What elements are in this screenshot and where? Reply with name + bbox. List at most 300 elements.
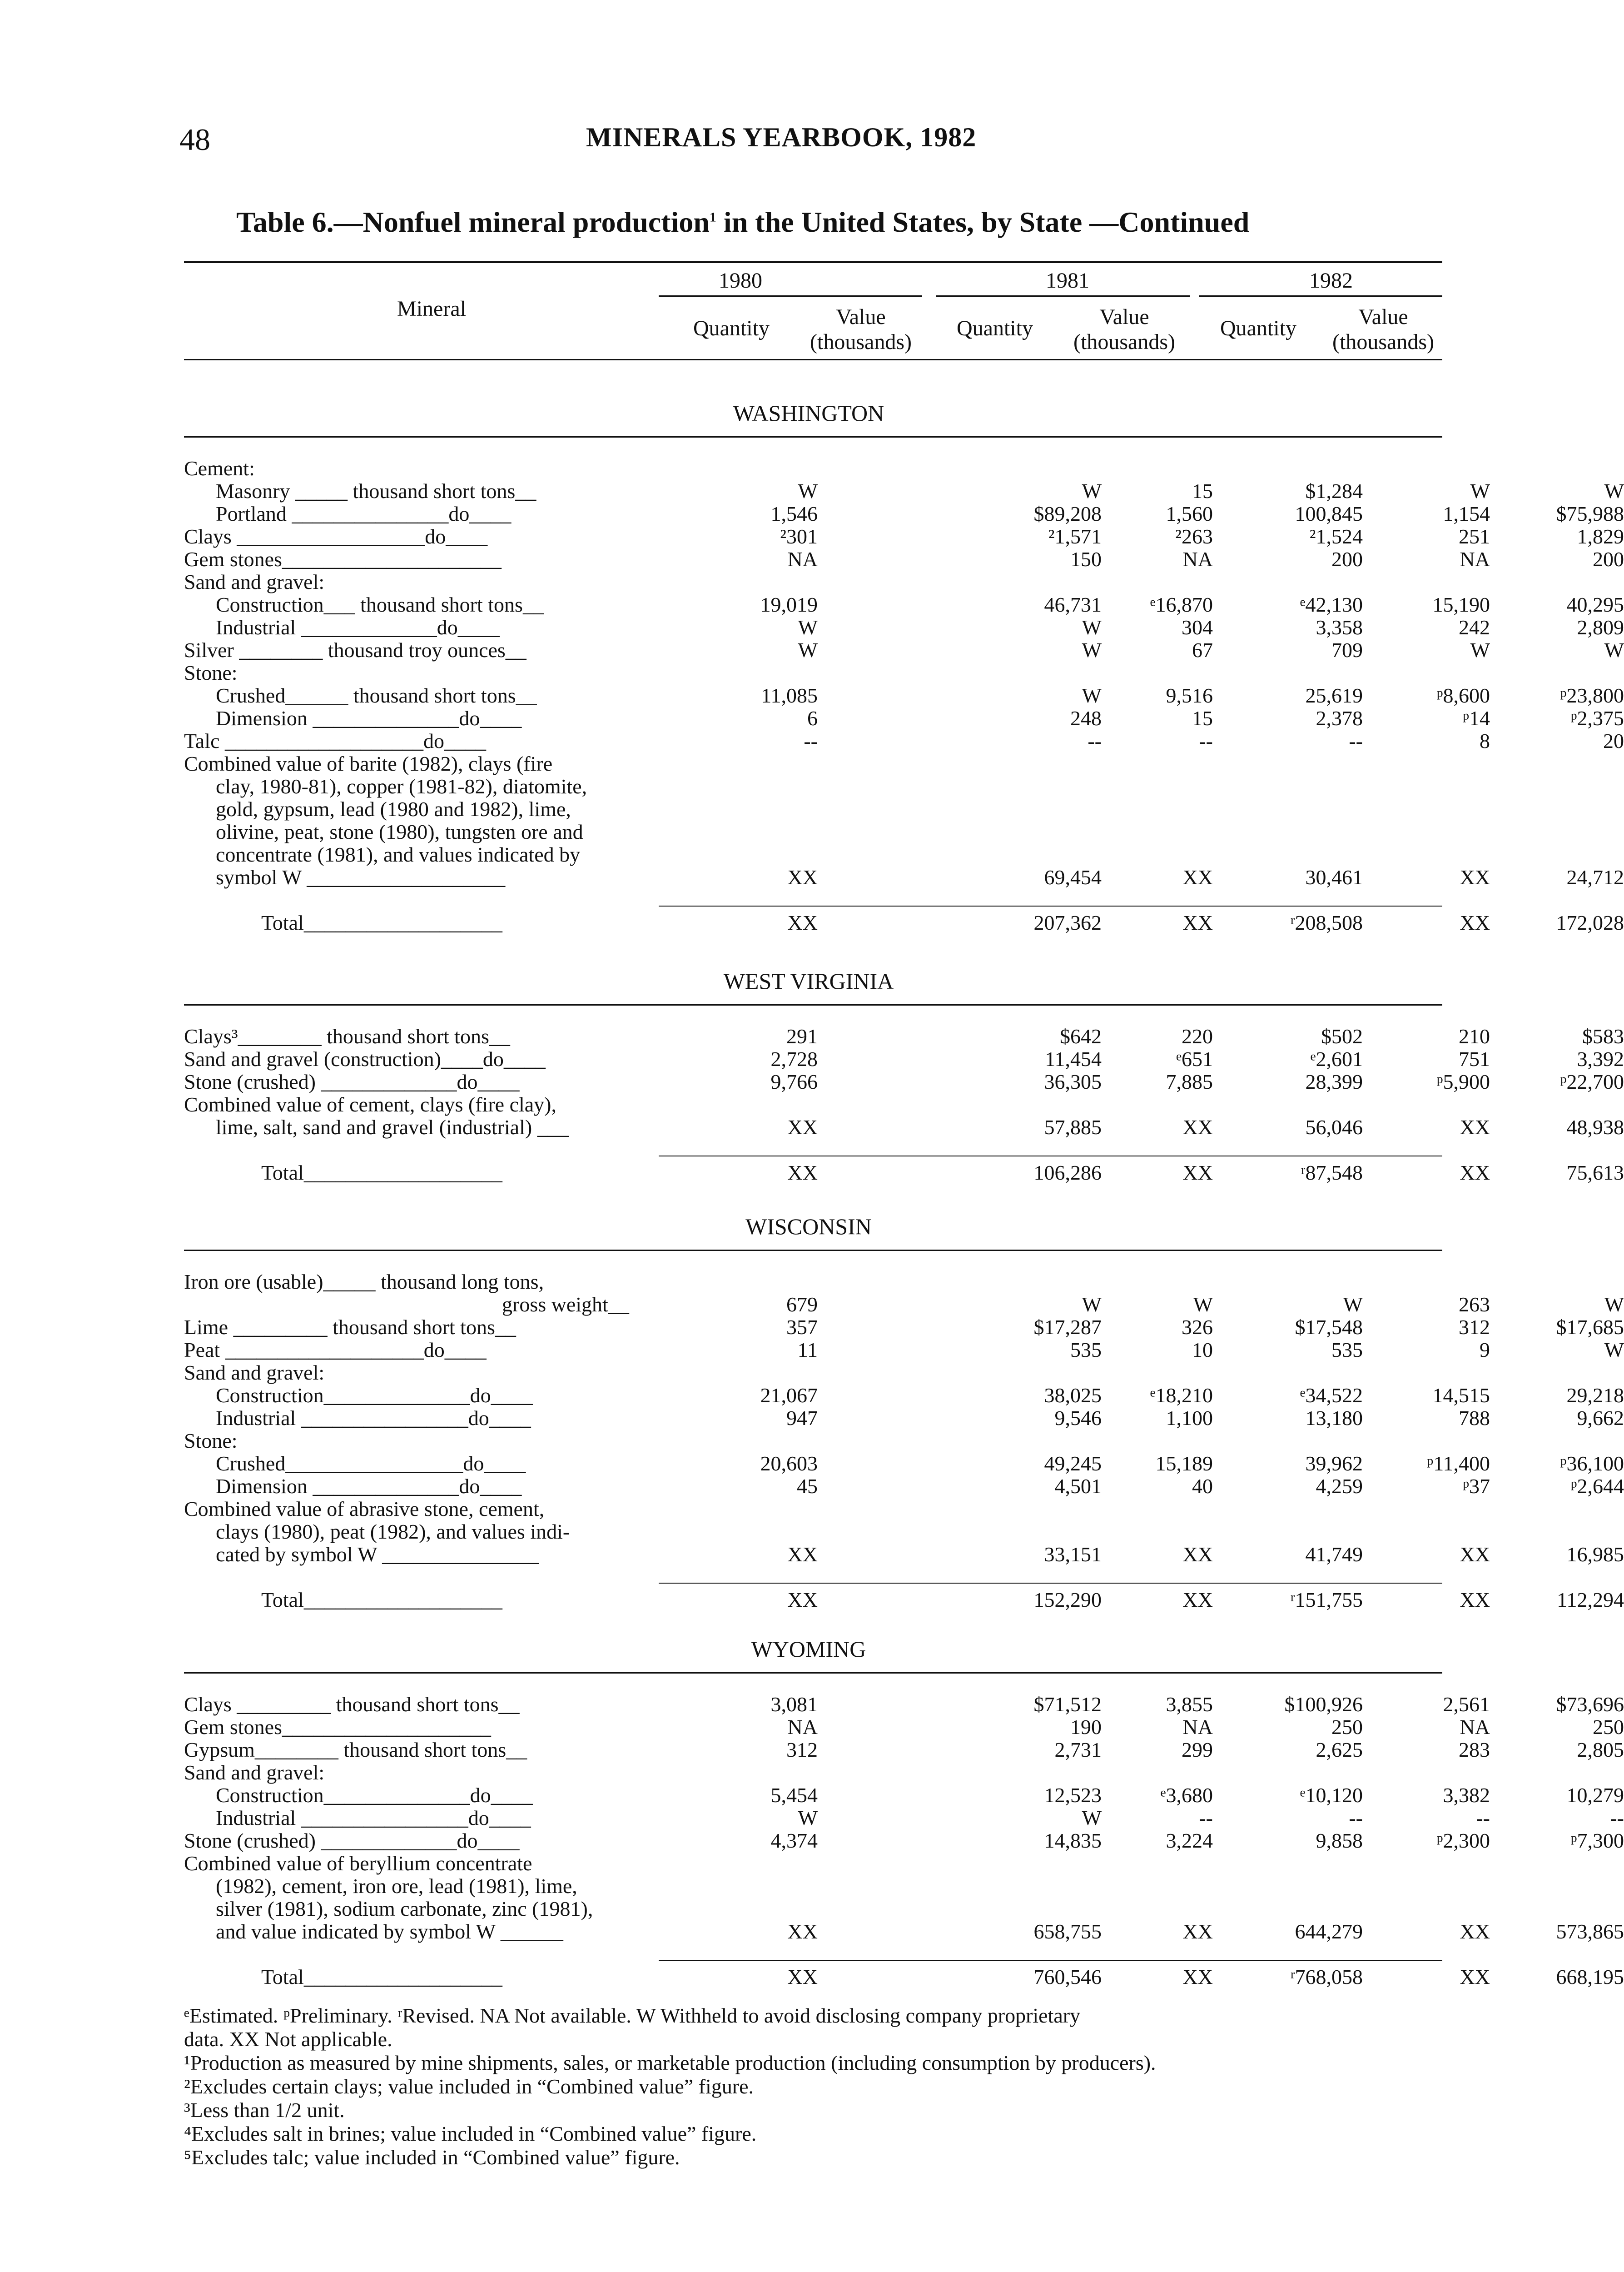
year-header-1980: 1980 — [719, 269, 762, 293]
row-label: Sand and gravel: — [184, 570, 325, 593]
row-label: concentrate (1981), and values indicated by — [216, 843, 581, 866]
row-label: Construction___ thousand short tons__ — [216, 593, 544, 616]
cell-quantity: ᵖ8,600 — [1436, 684, 1490, 707]
cell-quantity: 251 — [1459, 525, 1490, 548]
row-label: Industrial ________________do____ — [216, 1406, 531, 1430]
cell-quantity: 312 — [786, 1738, 818, 1761]
row-label: Sand and gravel (construction)____do____ — [184, 1047, 546, 1071]
cell-value: 644,279 — [1295, 1920, 1363, 1943]
cell-value: 14,835 — [1044, 1829, 1102, 1852]
cell-value: 172,028 — [1556, 911, 1624, 934]
year-rule-1980 — [659, 295, 922, 297]
cell-value: 39,962 — [1305, 1452, 1363, 1475]
cell-quantity: NA — [1182, 1715, 1213, 1739]
cell-quantity: 9,516 — [1166, 684, 1213, 707]
state-heading-rule — [184, 1250, 1442, 1251]
table-row — [184, 1093, 1442, 1116]
table-row — [184, 1475, 1624, 1498]
cell-value: W — [1604, 1338, 1624, 1361]
footnote-line: ᵉEstimated. ᵖPreliminary. ʳRevised. NA Not available. W Withheld to avoid disclosing company proprietary — [184, 2004, 1081, 2027]
cell-value: 658,755 — [1033, 1920, 1102, 1943]
table-row — [184, 548, 1624, 571]
table-row — [184, 1429, 1442, 1453]
row-label: Talc ___________________do____ — [184, 729, 487, 752]
cell-quantity: XX — [1182, 911, 1213, 934]
table-row — [184, 1497, 1442, 1521]
table-row — [184, 1874, 1442, 1898]
cell-quantity: 5,454 — [770, 1784, 818, 1807]
cell-value: 200 — [1593, 548, 1624, 571]
cell-value: 190 — [1070, 1715, 1102, 1739]
row-label: Total___________________ — [261, 1965, 502, 1988]
cell-quantity: XX — [1182, 1920, 1213, 1943]
cell-value: 4,501 — [1054, 1475, 1102, 1498]
cell-value: 9,662 — [1577, 1406, 1624, 1430]
cell-value: ʳ87,548 — [1301, 1161, 1363, 1184]
row-label: Total___________________ — [261, 1588, 502, 1611]
table-row — [184, 1116, 1624, 1139]
cell-quantity: 326 — [1182, 1315, 1213, 1339]
cell-quantity: W — [798, 616, 818, 639]
cell-quantity: 312 — [1459, 1315, 1490, 1339]
cell-quantity: 4,374 — [770, 1829, 818, 1852]
table-row — [184, 1406, 1624, 1430]
cell-value: $17,685 — [1556, 1315, 1624, 1339]
column-header-quantity-1980: Quantity — [693, 316, 770, 340]
table-row — [184, 775, 1442, 798]
table-row — [184, 1047, 1624, 1071]
value-label: Value — [1358, 305, 1408, 329]
column-header-quantity-1982: Quantity — [1220, 316, 1296, 340]
table-row — [184, 729, 1624, 753]
row-label: Portland _______________do____ — [216, 502, 512, 525]
cell-quantity: 11,085 — [761, 684, 818, 707]
cell-value: 152,290 — [1033, 1588, 1102, 1611]
table-row — [184, 1920, 1624, 1943]
cell-quantity: 7,885 — [1166, 1070, 1213, 1093]
cell-quantity: 8 — [1480, 729, 1490, 752]
row-label: Lime _________ thousand short tons__ — [184, 1315, 516, 1339]
row-label: Cement: — [184, 457, 255, 480]
header-bottom-rule — [184, 359, 1442, 360]
year-rule-1982 — [1199, 295, 1442, 297]
value-units-label: (thousands) — [1073, 330, 1175, 354]
table-row — [184, 1270, 1442, 1294]
cell-value: ᵉ34,522 — [1300, 1384, 1363, 1407]
cell-quantity: XX — [1460, 1543, 1490, 1566]
total-row — [184, 1161, 1624, 1185]
cell-value: 2,731 — [1054, 1738, 1102, 1761]
table-row — [184, 1806, 1624, 1830]
table-row — [184, 1361, 1442, 1385]
cell-quantity: 20,603 — [760, 1452, 818, 1475]
table-row — [184, 1784, 1624, 1807]
cell-quantity: XX — [1460, 1116, 1490, 1139]
cell-value: 250 — [1331, 1715, 1363, 1739]
row-label: Combined value of abrasive stone, cement, — [184, 1497, 545, 1520]
cell-value: 12,523 — [1044, 1784, 1102, 1807]
value-units-label: (thousands) — [1332, 330, 1434, 354]
cell-quantity: NA — [787, 1715, 818, 1739]
table-row — [184, 843, 1442, 867]
table-top-rule — [184, 261, 1442, 263]
running-head: MINERALS YEARBOOK, 1982 — [586, 122, 977, 152]
table-row — [184, 525, 1624, 548]
row-label: Sand and gravel: — [184, 1361, 325, 1384]
cell-value: ᵖ36,100 — [1560, 1452, 1624, 1475]
cell-value: 10,279 — [1566, 1784, 1624, 1807]
cell-value: 535 — [1070, 1338, 1102, 1361]
cell-value: 9,546 — [1054, 1406, 1102, 1430]
cell-value: 48,938 — [1566, 1116, 1624, 1139]
cell-quantity: 9 — [1480, 1338, 1490, 1361]
table-row — [184, 1761, 1442, 1784]
cell-quantity: 3,081 — [770, 1693, 818, 1716]
cell-value: W — [1082, 684, 1102, 707]
table-row — [184, 1338, 1624, 1362]
cell-quantity: 15,189 — [1155, 1452, 1213, 1475]
row-label: gross weight__ — [502, 1293, 629, 1316]
cell-quantity: XX — [1460, 1920, 1490, 1943]
cell-quantity: 11 — [797, 1338, 818, 1361]
cell-quantity: ᵖ14 — [1462, 707, 1490, 730]
cell-quantity: 6 — [807, 707, 818, 730]
cell-value: W — [1082, 1293, 1102, 1316]
table-title-main: Table 6.—Nonfuel mineral production — [236, 206, 710, 238]
cell-value: 3,392 — [1577, 1047, 1624, 1071]
cell-quantity: XX — [1460, 911, 1490, 934]
footnote-line: data. XX Not applicable. — [184, 2028, 392, 2051]
row-label: and value indicated by symbol W ______ — [216, 1920, 563, 1943]
cell-quantity: XX — [787, 1543, 818, 1566]
cell-quantity: ᵉ16,870 — [1150, 593, 1213, 616]
cell-value: ᵖ22,700 — [1560, 1070, 1624, 1093]
cell-quantity: 9,766 — [770, 1070, 818, 1093]
state-heading-rule — [184, 1004, 1442, 1006]
row-label: Construction______________do____ — [216, 1784, 533, 1807]
cell-value: 2,805 — [1577, 1738, 1624, 1761]
cell-quantity: NA — [787, 548, 818, 571]
cell-quantity: W — [798, 1806, 818, 1829]
cell-quantity: NA — [1460, 548, 1490, 571]
cell-quantity: NA — [1182, 548, 1213, 571]
state-heading-wisconsin: WISCONSIN — [745, 1214, 872, 1239]
cell-value: 248 — [1070, 707, 1102, 730]
cell-value: 9,858 — [1316, 1829, 1363, 1852]
cell-quantity: 3,855 — [1166, 1693, 1213, 1716]
table-row — [184, 1897, 1442, 1921]
table-row — [184, 1852, 1442, 1875]
column-header-value-1980 — [800, 304, 922, 354]
state-heading-rule — [184, 1672, 1442, 1674]
cell-quantity: 283 — [1459, 1738, 1490, 1761]
table-row — [184, 684, 1624, 708]
cell-value: ᵉ2,601 — [1310, 1047, 1363, 1071]
cell-value: 16,985 — [1566, 1543, 1624, 1566]
row-label: clay, 1980-81), copper (1981-82), diatomite, — [216, 775, 587, 798]
cell-value: 33,151 — [1044, 1543, 1102, 1566]
cell-quantity: XX — [787, 911, 818, 934]
column-header-mineral: Mineral — [397, 297, 466, 321]
state-heading-west-virginia: WEST VIRGINIA — [723, 968, 894, 994]
table-row — [184, 1070, 1624, 1094]
cell-value: $73,696 — [1556, 1693, 1624, 1716]
total-rule — [659, 1960, 1442, 1961]
cell-quantity: W — [1193, 1293, 1213, 1316]
cell-value: 100,845 — [1295, 502, 1363, 525]
cell-quantity: 1,546 — [770, 502, 818, 525]
cell-value: $17,287 — [1033, 1315, 1102, 1339]
cell-value: $642 — [1060, 1025, 1102, 1048]
cell-value: 150 — [1070, 548, 1102, 571]
row-label: silver (1981), sodium carbonate, zinc (1981), — [216, 1897, 593, 1920]
cell-value: $1,284 — [1305, 479, 1363, 503]
cell-value: ʳ768,058 — [1290, 1965, 1363, 1988]
cell-value: W — [1604, 479, 1624, 503]
cell-quantity: 3,382 — [1443, 1784, 1490, 1807]
cell-value: 25,619 — [1305, 684, 1363, 707]
table-row — [184, 820, 1442, 844]
cell-quantity: -- — [1476, 1806, 1490, 1829]
cell-quantity: XX — [1460, 1161, 1490, 1184]
cell-value: -- — [1349, 729, 1363, 752]
column-header-quantity-1981: Quantity — [957, 316, 1033, 340]
cell-value: 56,046 — [1305, 1116, 1363, 1139]
row-label: Masonry _____ thousand short tons__ — [216, 479, 536, 503]
cell-value: 573,865 — [1556, 1920, 1624, 1943]
table-row — [184, 638, 1624, 662]
row-label: gold, gypsum, lead (1980 and 1982), lime, — [216, 797, 571, 821]
cell-quantity: 15 — [1192, 707, 1213, 730]
cell-value: 75,613 — [1566, 1161, 1624, 1184]
cell-value: 250 — [1593, 1715, 1624, 1739]
row-label: Gem stones____________________ — [184, 1715, 491, 1739]
footnote-line: ⁵Excludes talc; value included in “Combined value” figure. — [184, 2146, 680, 2169]
table-row — [184, 661, 1442, 685]
row-label: Total___________________ — [261, 911, 502, 934]
cell-quantity: 19,019 — [760, 593, 818, 616]
row-label: Silver ________ thousand troy ounces__ — [184, 638, 526, 662]
cell-value: $89,208 — [1033, 502, 1102, 525]
cell-quantity: ²301 — [780, 525, 818, 548]
cell-value: 760,546 — [1033, 1965, 1102, 1988]
table-row — [184, 1315, 1624, 1339]
cell-quantity: -- — [804, 729, 818, 752]
cell-value: 106,286 — [1033, 1161, 1102, 1184]
table-row — [184, 797, 1442, 821]
cell-quantity: 299 — [1182, 1738, 1213, 1761]
footnote-line: ³Less than 1/2 unit. — [184, 2098, 345, 2122]
cell-quantity: W — [798, 638, 818, 662]
table-row — [184, 866, 1624, 889]
table-row — [184, 457, 1442, 480]
cell-quantity: 1,100 — [1166, 1406, 1213, 1430]
cell-value: ᵖ23,800 — [1560, 684, 1624, 707]
cell-value: 3,358 — [1316, 616, 1363, 639]
cell-value: 4,259 — [1316, 1475, 1363, 1498]
cell-value: ᵉ10,120 — [1300, 1784, 1363, 1807]
cell-value: ᵖ2,375 — [1570, 707, 1624, 730]
cell-value: 2,625 — [1316, 1738, 1363, 1761]
cell-value: 38,025 — [1044, 1384, 1102, 1407]
cell-value: $502 — [1321, 1025, 1363, 1048]
cell-quantity: 220 — [1182, 1025, 1213, 1048]
state-heading-wyoming: WYOMING — [751, 1636, 866, 1662]
cell-quantity: XX — [1460, 866, 1490, 889]
table-row — [184, 1025, 1624, 1048]
total-rule — [659, 906, 1442, 907]
cell-quantity: 14,515 — [1432, 1384, 1490, 1407]
row-label: Dimension ______________do____ — [216, 1475, 522, 1498]
cell-value: 20 — [1603, 729, 1624, 752]
cell-value: 40,295 — [1566, 593, 1624, 616]
row-label: Crushed______ thousand short tons__ — [216, 684, 537, 707]
cell-quantity: 15 — [1192, 479, 1213, 503]
table-title-rest: in the United States, by State —Continued — [716, 206, 1250, 238]
row-label: Peat ___________________do____ — [184, 1338, 487, 1361]
cell-quantity: XX — [1460, 1965, 1490, 1988]
cell-quantity: XX — [1182, 866, 1213, 889]
cell-quantity: 263 — [1459, 1293, 1490, 1316]
table-row — [184, 1293, 1624, 1316]
cell-value: ᵖ2,644 — [1570, 1475, 1624, 1498]
cell-quantity: XX — [787, 866, 818, 889]
cell-value: 41,749 — [1305, 1543, 1363, 1566]
row-label: (1982), cement, iron ore, lead (1981), lime, — [216, 1874, 577, 1898]
cell-value: $71,512 — [1033, 1693, 1102, 1716]
row-label: Total___________________ — [261, 1161, 502, 1184]
table-row — [184, 707, 1624, 730]
cell-value: ᵖ7,300 — [1570, 1829, 1624, 1852]
cell-quantity: 40 — [1192, 1475, 1213, 1498]
total-row — [184, 911, 1624, 935]
cell-value: ²1,571 — [1048, 525, 1102, 548]
cell-value: -- — [1349, 1806, 1363, 1829]
row-label: Clays _________ thousand short tons__ — [184, 1693, 520, 1716]
table-row — [184, 1543, 1624, 1566]
row-label: Iron ore (usable)_____ thousand long tons, — [184, 1270, 544, 1293]
cell-value: 709 — [1331, 638, 1363, 662]
cell-quantity: 1,154 — [1443, 502, 1490, 525]
page-number: 48 — [179, 122, 210, 157]
cell-value: 30,461 — [1305, 866, 1363, 889]
cell-value: $583 — [1582, 1025, 1624, 1048]
cell-quantity: 15,190 — [1432, 593, 1490, 616]
cell-quantity: ᵖ11,400 — [1426, 1452, 1490, 1475]
cell-quantity: -- — [1199, 729, 1213, 752]
cell-value: 13,180 — [1305, 1406, 1363, 1430]
cell-quantity: 242 — [1459, 616, 1490, 639]
value-label: Value — [1099, 305, 1149, 329]
cell-value: W — [1082, 1806, 1102, 1829]
row-label: Industrial ________________do____ — [216, 1806, 531, 1829]
table-row — [184, 1384, 1624, 1407]
cell-value: 2,809 — [1577, 616, 1624, 639]
row-label: Stone: — [184, 661, 238, 684]
row-label: Clays __________________do____ — [184, 525, 488, 548]
cell-quantity: ᵖ2,300 — [1436, 1829, 1490, 1852]
state-heading-washington: WASHINGTON — [733, 400, 884, 426]
cell-quantity: W — [1470, 638, 1490, 662]
cell-quantity: 21,067 — [760, 1384, 818, 1407]
table-row — [184, 593, 1624, 617]
row-label: olivine, peat, stone (1980), tungsten ore and — [216, 820, 583, 843]
row-label: clays (1980), peat (1982), and values indi- — [216, 1520, 570, 1543]
cell-quantity: 679 — [786, 1293, 818, 1316]
row-label: Stone: — [184, 1429, 238, 1452]
cell-value: ²1,524 — [1309, 525, 1363, 548]
cell-quantity: 2,561 — [1443, 1693, 1490, 1716]
cell-value: 28,399 — [1305, 1070, 1363, 1093]
cell-value: 69,454 — [1044, 866, 1102, 889]
cell-quantity: XX — [787, 1920, 818, 1943]
row-label: Combined value of barite (1982), clays (fire — [184, 752, 553, 775]
total-rule — [659, 1583, 1442, 1584]
total-row — [184, 1588, 1624, 1612]
cell-value: ʳ208,508 — [1290, 911, 1363, 934]
row-label: cated by symbol W _______________ — [216, 1543, 539, 1566]
cell-value: 36,305 — [1044, 1070, 1102, 1093]
table-row — [184, 479, 1624, 503]
cell-quantity: 45 — [797, 1475, 818, 1498]
cell-value: $100,926 — [1284, 1693, 1363, 1716]
cell-value: 29,218 — [1566, 1384, 1624, 1407]
cell-quantity: 788 — [1459, 1406, 1490, 1430]
cell-quantity: XX — [787, 1116, 818, 1139]
row-label: Sand and gravel: — [184, 1761, 325, 1784]
value-units-label: (thousands) — [810, 330, 912, 354]
table-row — [184, 1829, 1624, 1853]
cell-quantity: ᵖ37 — [1462, 1475, 1490, 1498]
cell-quantity: 1,560 — [1166, 502, 1213, 525]
cell-quantity: XX — [1182, 1588, 1213, 1611]
table-row — [184, 752, 1442, 776]
cell-value: 46,731 — [1044, 593, 1102, 616]
cell-value: 207,362 — [1033, 911, 1102, 934]
table-row — [184, 1452, 1624, 1475]
cell-value: $17,548 — [1295, 1315, 1363, 1339]
table-row — [184, 1715, 1624, 1739]
footnote-line: ⁴Excludes salt in brines; value included in “Combined value” figure. — [184, 2122, 757, 2145]
cell-quantity: 751 — [1459, 1047, 1490, 1071]
cell-value: W — [1604, 638, 1624, 662]
row-label: Combined value of beryllium concentrate — [184, 1852, 532, 1875]
row-label: lime, salt, sand and gravel (industrial) ___ — [216, 1116, 569, 1139]
value-label: Value — [836, 305, 886, 329]
table-row — [184, 616, 1624, 639]
cell-quantity: ᵉ651 — [1176, 1047, 1213, 1071]
row-label: Gypsum________ thousand short tons__ — [184, 1738, 527, 1761]
cell-value: 668,195 — [1556, 1965, 1624, 1988]
table-row — [184, 502, 1624, 526]
cell-quantity: XX — [787, 1161, 818, 1184]
cell-quantity: XX — [1182, 1116, 1213, 1139]
cell-value: 112,294 — [1557, 1588, 1624, 1611]
column-header-value-1981 — [1063, 304, 1186, 354]
year-header-1981: 1981 — [1046, 269, 1089, 293]
cell-quantity: 304 — [1182, 616, 1213, 639]
cell-quantity: ᵉ18,210 — [1150, 1384, 1213, 1407]
cell-quantity: 10 — [1192, 1338, 1213, 1361]
cell-quantity: ᵉ3,680 — [1160, 1784, 1213, 1807]
cell-value: W — [1082, 638, 1102, 662]
cell-quantity: XX — [1182, 1161, 1213, 1184]
cell-value: W — [1343, 1293, 1363, 1316]
cell-quantity: 291 — [786, 1025, 818, 1048]
table-row — [184, 570, 1442, 594]
cell-quantity: ²263 — [1175, 525, 1213, 548]
cell-value: 1,829 — [1577, 525, 1624, 548]
